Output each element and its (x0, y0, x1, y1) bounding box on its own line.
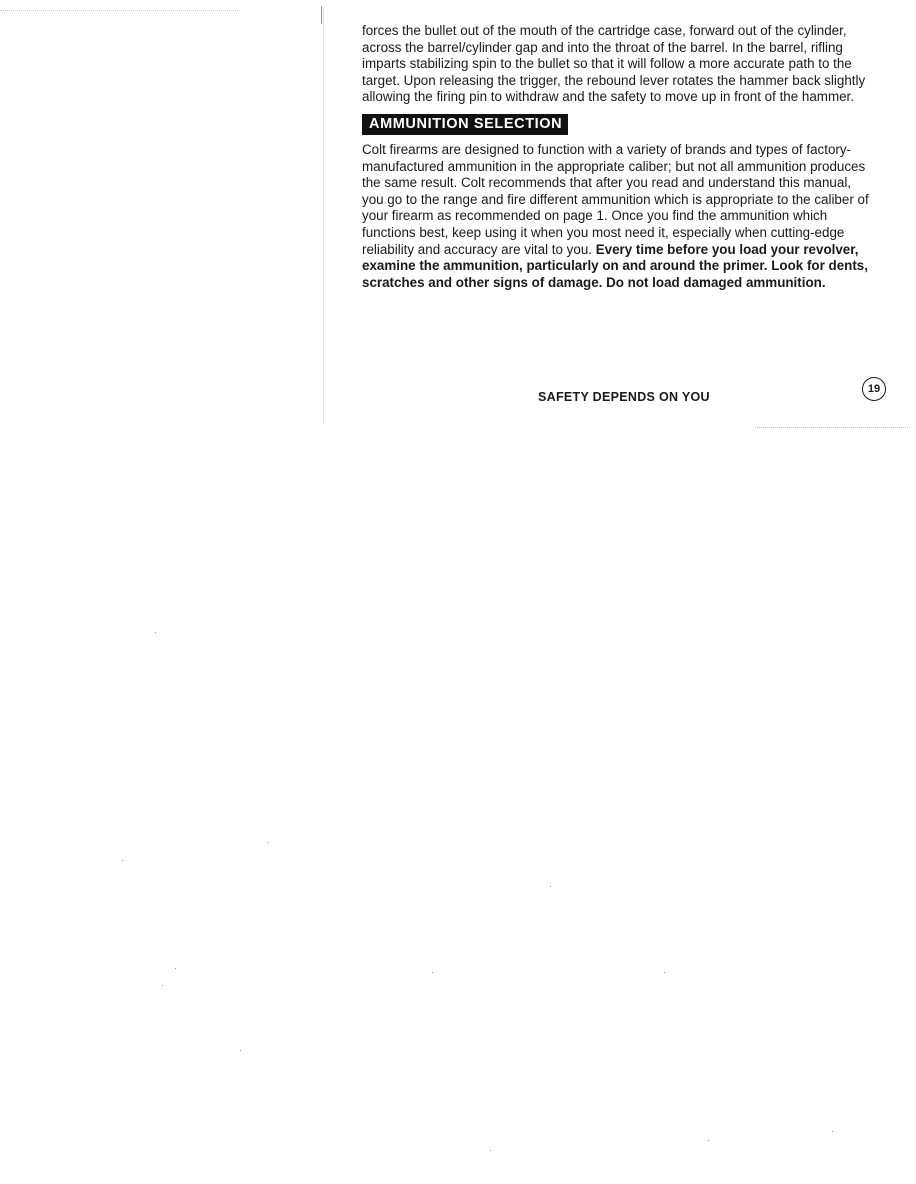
scan-speck (832, 1131, 833, 1132)
page-number: 19 (862, 377, 886, 401)
scan-speck (122, 860, 123, 861)
ammunition-warning: Every time before you load your revolver, examine the ammunition, particularly on and around the primer. Look for dents, scratches and other signs of damage. Do not load damaged ammunition. (362, 241, 868, 290)
section-heading: AMMUNITION SELECTION (362, 114, 568, 135)
scan-speck (240, 1050, 241, 1051)
scan-speck (490, 1150, 491, 1151)
scan-speck (268, 842, 269, 843)
scan-speck (664, 972, 665, 973)
scan-speck (432, 972, 433, 973)
scan-speck (162, 985, 163, 986)
scan-artifact-dots (0, 10, 240, 13)
intro-paragraph: forces the bullet out of the mouth of the cartridge case, forward out of the cylinder, across the barrel/cylinder gap and into the throat of the barrel. In the barrel, rifling imparts stabilizing spin to the bullet so that it will follow a more accurate path to the target. Upon releasing the trigger, the rebound lever rotates the hammer back slightly allowing the firing pin to withdraw and the safety to move up in front of the hammer. (362, 23, 866, 105)
ammunition-text: Colt firearms are designed to function with a variety of brands and types of factory-manufactured ammunition in the appropriate caliber; but not all ammunition produces the same result. Colt recommends that after you read and understand this manual, you go to the range and fire different ammunition which is appropriate to the caliber of your firearm as recommended on page 1. Once you find the ammunition which functions best, keep using it when you most need it, especially when cutting-edge reliability and accuracy are vital to you. (362, 141, 869, 257)
scan-speck (175, 968, 176, 969)
scan-speck (708, 1140, 709, 1141)
scan-artifact-dots-bottom (755, 427, 910, 428)
text-column (362, 23, 874, 291)
section-heading-wrap (362, 114, 874, 136)
ammunition-paragraph (362, 142, 874, 291)
scan-speck (155, 632, 156, 633)
page-fold-line (323, 8, 324, 423)
footer-text: SAFETY DEPENDS ON YOU (538, 390, 710, 404)
scan-speck (550, 886, 551, 887)
